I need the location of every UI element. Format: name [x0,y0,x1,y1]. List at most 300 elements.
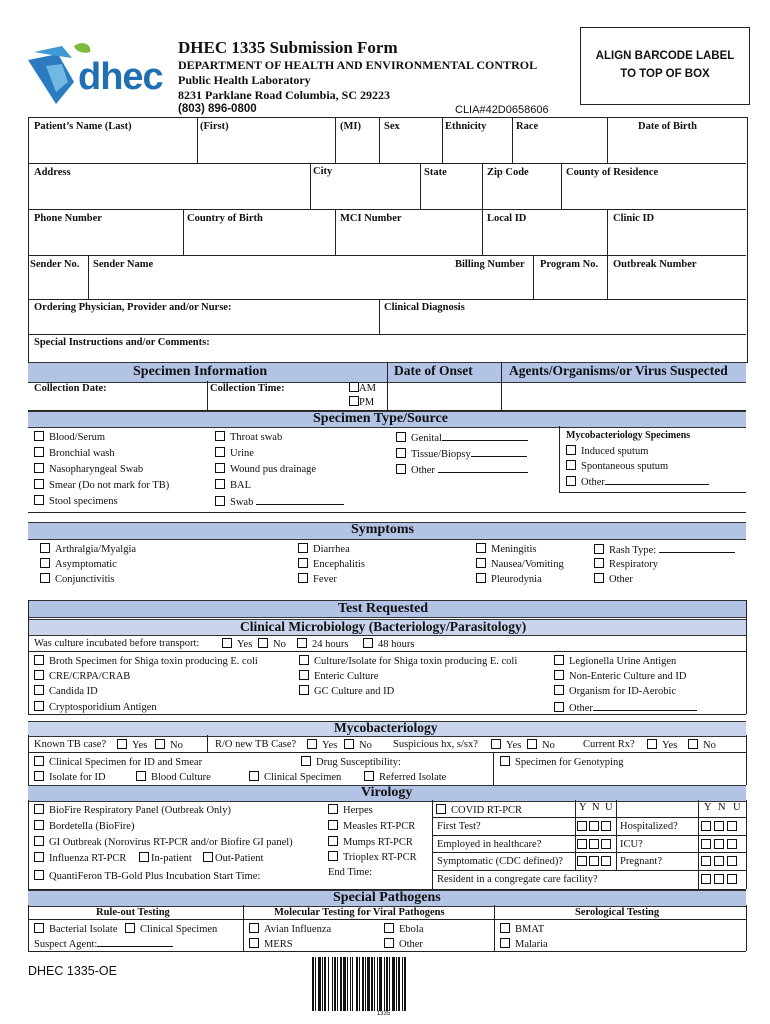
checkbox-u-icon [601,821,611,831]
spec-urine[interactable] [215,447,254,459]
vir-quantiferon[interactable] [34,870,260,882]
q6-ynu[interactable] [701,839,737,851]
checkbox-icon [34,820,44,830]
option-label: Encephalitis [313,559,365,570]
checkbox-icon [299,685,309,695]
test-candida[interactable] [34,685,98,697]
dhec-logo [28,42,176,106]
myco-title: Mycobacteriology [334,720,438,735]
option-label: Yes [237,639,253,650]
option-label: Referred Isolate [379,772,447,783]
option-label: Spontaneous sputum [581,461,669,472]
path-mers[interactable] [249,938,293,950]
specimen-type-title: Specimen Type/Source [313,411,448,426]
option-label: No [170,740,183,751]
label-state: State [424,167,447,178]
barcode-note-2: TO TOP OF BOX [620,68,710,80]
option-label: Respiratory [609,559,658,570]
test-non-enteric[interactable] [554,670,687,682]
test-culture-shiga[interactable] [299,655,517,667]
option-label: Measles RT-PCR [343,821,416,832]
checkbox-icon [594,544,604,554]
path-malaria[interactable] [500,938,548,950]
spec-smear[interactable] [34,479,169,491]
label-billing: Billing Number [455,259,525,270]
spec-bal[interactable] [215,479,251,491]
option-label: QuantiFeron TB-Gold Plus Incubation Start Time: [49,871,261,882]
label-program: Program No. [540,259,599,270]
checkbox-icon [500,938,510,948]
test-gc[interactable] [299,685,394,697]
option-label: Yes [322,740,338,751]
specimen-info-title: Specimen Information [133,364,268,379]
checkbox-icon [203,852,213,862]
checkbox-icon [436,804,446,814]
option-label: Clinical Specimen [264,772,342,783]
checkbox-icon [328,836,338,846]
checkbox-icon [299,670,309,680]
option-label: Trioplex RT-PCR [343,852,417,863]
spec-swab[interactable] [215,495,344,508]
checkbox-icon [349,382,359,392]
option-label: Genital [411,433,442,444]
collection-time-label: Collection Time: [210,383,285,394]
checkbox-icon [344,739,354,749]
checkbox-icon [476,543,486,553]
option-label: Enteric Culture [314,671,379,682]
label-sender-no: Sender No. [30,259,80,270]
checkbox-icon [566,476,576,486]
q2-ynu[interactable] [577,839,613,851]
known-tb-no[interactable] [155,739,183,751]
option-label: Other [609,574,633,585]
checkbox-y-icon [701,821,711,831]
checkbox-icon [215,496,225,506]
molecular-label: Molecular Testing for Viral Pathogens [274,907,445,918]
test-enteric[interactable] [299,670,378,682]
checkbox-icon [554,670,564,680]
label-mci: MCI Number [340,213,402,224]
option-label: Tissue/Biopsy [411,449,471,460]
spec-stool[interactable] [34,495,118,507]
checkbox-icon [594,573,604,583]
barcode-label-box [580,27,750,105]
checkbox-icon [215,479,225,489]
barcode-note-1: ALIGN BARCODE LABEL [595,50,735,62]
test-requested-title: Test Requested [338,601,429,616]
option-label: Bronchial wash [49,448,115,459]
test-other[interactable] [554,701,697,714]
symptoms-title: Symptoms [351,522,415,537]
option-label: 24 hours [312,639,349,650]
vir-herpes[interactable] [328,804,373,816]
option-label: Pleurodynia [491,574,542,585]
current-rx-yes[interactable] [647,739,677,751]
checkbox-u-icon [727,874,737,884]
symptom-pleurodynia[interactable] [476,573,542,585]
checkbox-u-icon [727,839,737,849]
checkbox-icon [34,447,44,457]
checkbox-icon [527,739,537,749]
label-address: Address [34,167,71,178]
checkbox-icon [566,460,576,470]
myco-ref-isolate[interactable] [364,771,446,783]
option-label: Conjunctivitis [55,574,115,585]
option-label: Stool specimens [49,496,118,507]
checkbox-icon [554,655,564,665]
end-time-label: End Time: [328,867,373,878]
checkbox-icon [34,670,44,680]
vir-influenza[interactable] [34,852,126,864]
checkbox-icon [258,638,268,648]
q7-ynu[interactable] [701,856,737,868]
symptom-rash[interactable] [594,543,735,556]
suspicious-yes[interactable] [491,739,521,751]
checkbox-icon [384,938,394,948]
option-label: Herpes [343,805,373,816]
spec-other[interactable] [396,463,528,476]
date-of-onset-label: Date of Onset [394,363,473,378]
vir-biofire[interactable] [34,804,231,816]
ruleout-label: Rule-out Testing [96,907,170,918]
option-label: Legionella Urine Antigen [569,656,677,667]
checkbox-icon [34,771,44,781]
checkbox-icon [40,543,50,553]
q3-ynu[interactable] [577,856,613,868]
patient-grid [28,117,748,363]
checkbox-n-icon [589,856,599,866]
label-country: Country of Birth [187,213,263,224]
myco-blood[interactable] [136,771,211,783]
path-ebola[interactable] [384,923,424,935]
am-label: AM [359,383,376,394]
checkbox-icon [125,923,135,933]
label-diagnosis: Clinical Diagnosis [384,302,465,313]
label-sender-name: Sender Name [93,259,154,270]
checkbox-n-icon [714,874,724,884]
lab-phone: (803) 896-0800 [178,103,257,115]
option-label: 48 hours [378,639,415,650]
option-label: Non-Enteric Culture and ID [569,671,687,682]
q-icu: ICU? [620,839,643,850]
option-label: Blood Culture [151,772,211,783]
vir-outpatient[interactable] [203,852,263,864]
option-label: COVID RT-PCR [451,805,523,816]
yn-header-y2: Y [704,802,712,813]
path-other[interactable] [384,938,423,950]
yn-header-u: U [605,802,613,813]
test-legionella[interactable] [554,655,676,667]
label-physician: Ordering Physician, Provider and/or Nurse: [34,302,232,313]
logo-text: dhec [78,56,163,98]
vir-measles[interactable] [328,820,415,832]
path-bmat[interactable] [500,923,544,935]
option-label: GI Outbreak (Norovirus RT-PCR and/or Biofire GI panel) [49,837,293,848]
checkbox-y-icon [577,821,587,831]
myco-clin-spec[interactable] [249,771,341,783]
checkbox-icon [34,852,44,862]
checkbox-icon [328,804,338,814]
path-bacterial[interactable] [34,923,118,935]
checkbox-n-icon [589,839,599,849]
symptom-encephalitis[interactable] [298,558,365,570]
option-label: CRE/CRPA/CRAB [49,671,131,682]
path-avian[interactable] [249,923,331,935]
checkbox-icon [34,495,44,505]
checkbox-icon [34,923,44,933]
pm-option[interactable] [349,396,374,408]
option-label: Yes [662,740,678,751]
checkbox-icon [476,558,486,568]
checkbox-icon [249,771,259,781]
vir-inpatient[interactable] [139,852,192,864]
label-dob: Date of Birth [638,121,697,132]
label-ethnicity: Ethnicity [445,121,487,132]
checkbox-icon [594,558,604,568]
symptom-diarrhea[interactable] [298,543,350,555]
spec-nasopharyngeal[interactable] [34,463,143,475]
checkbox-icon [222,638,232,648]
option-label: Broth Specimen for Shiga toxin producing E. coli [49,656,258,667]
option-label: In-patient [151,853,192,864]
agents-label: Agents/Organisms/or Virus Suspected [509,363,728,378]
label-clinic-id: Clinic ID [613,213,655,224]
checkbox-y-icon [701,874,711,884]
test-cre[interactable] [34,670,130,682]
test-broth-shiga[interactable] [34,655,258,667]
checkbox-icon [215,431,225,441]
option-label: No [703,740,716,751]
checkbox-icon [34,463,44,473]
incubated-yes[interactable] [222,638,252,650]
myco-isolate[interactable] [34,771,106,783]
checkbox-icon [363,638,373,648]
checkbox-icon [34,431,44,441]
checkbox-icon [349,396,359,406]
suspicious-label: Suspicious hx, s/sx? [393,739,478,750]
option-label: Isolate for ID [49,772,106,783]
path-suspect-agent[interactable] [34,937,173,950]
symptom-nausea[interactable] [476,558,564,570]
current-rx-no[interactable] [688,739,716,751]
myco-genotyping[interactable] [500,756,623,768]
label-instructions: Special Instructions and/or Comments: [34,337,210,348]
option-label: Fever [313,574,337,585]
checkbox-y-icon [577,856,587,866]
clinical-micro-title: Clinical Microbiology (Bacteriology/Parasitology) [240,619,527,634]
myco-spontaneous[interactable] [566,460,668,472]
option-label: Smear (Do not mark for TB) [49,480,170,491]
q-congregate: Resident in a congregate care facility? [437,874,598,885]
label-county: County of Residence [566,167,659,178]
checkbox-y-icon [701,839,711,849]
checkbox-icon [215,463,225,473]
option-label: Out-Patient [215,853,264,864]
barcode [312,957,455,1011]
test-aerobic[interactable] [554,685,676,697]
known-tb-label: Known TB case? [34,739,107,750]
checkbox-n-icon [714,821,724,831]
label-first: (First) [200,121,229,132]
spec-blood[interactable] [34,431,105,443]
option-label: No [542,740,555,751]
option-label: BioFire Respiratory Panel (Outbreak Only) [49,805,231,816]
checkbox-icon [155,739,165,749]
myco-induced[interactable] [566,445,648,457]
checkbox-u-icon [601,856,611,866]
checkbox-icon [136,771,146,781]
yn-header-n: N [592,802,600,813]
option-label: Yes [506,740,522,751]
checkbox-icon [249,938,259,948]
checkbox-u-icon [727,856,737,866]
q-employed: Employed in healthcare? [437,839,542,850]
yn-header-y: Y [579,802,587,813]
checkbox-icon [396,432,406,442]
checkbox-icon [554,685,564,695]
option-label: Other [569,703,593,714]
known-tb-yes[interactable] [117,739,147,751]
checkbox-icon [34,479,44,489]
option-label: Avian Influenza [264,924,332,935]
test-crypto[interactable] [34,701,157,713]
spec-wound[interactable] [215,463,316,475]
label-sex: Sex [384,121,400,132]
option-label: Bordetella (BioFire) [49,821,135,832]
checkbox-icon [297,638,307,648]
checkbox-icon [34,756,44,766]
checkbox-u-icon [727,821,737,831]
symptom-meningitis[interactable] [476,543,537,555]
incubated-24h[interactable] [297,638,348,650]
spec-bronchial[interactable] [34,447,115,459]
ro-tb-yes[interactable] [307,739,337,751]
label-city: City [313,166,333,177]
q4-ynu[interactable] [701,874,737,886]
myco-other[interactable] [566,475,709,488]
q5-ynu[interactable] [701,821,737,833]
symptom-respiratory[interactable] [594,558,658,570]
checkbox-icon [566,445,576,455]
special-pathogens-title: Special Pathogens [333,890,441,905]
symptom-conjunctivitis[interactable] [40,573,115,585]
label-race: Race [516,121,539,132]
option-label: Clinical Specimen [140,924,218,935]
option-label: Organism for ID-Aerobic [569,686,677,697]
checkbox-icon [328,820,338,830]
lab-address: 8231 Parklane Road Columbia, SC 29223 [178,88,391,102]
vir-mumps[interactable] [328,836,413,848]
label-local-id: Local ID [487,213,527,224]
vir-trioplex[interactable] [328,851,417,863]
am-option[interactable] [349,382,376,394]
checkbox-icon [647,739,657,749]
checkbox-icon [364,771,374,781]
checkbox-icon [117,739,127,749]
spec-genital[interactable] [396,431,528,444]
myco-drug[interactable] [301,756,401,768]
pm-label: PM [359,397,375,408]
checkbox-icon [500,923,510,933]
symptom-fever[interactable] [298,573,337,585]
checkbox-icon [34,804,44,814]
symptom-arthralgia[interactable] [40,543,136,555]
option-label: Other [581,477,605,488]
option-label: Culture/Isolate for Shiga toxin producing E. coli [314,656,518,667]
option-label: GC Culture and ID [314,686,395,697]
spec-tissue[interactable] [396,447,527,460]
spec-throat[interactable] [215,431,282,443]
incubated-question: Was culture incubated before transport: [34,638,200,649]
checkbox-y-icon [577,839,587,849]
checkbox-icon [298,573,308,583]
option-label: Asymptomatic [55,559,117,570]
checkbox-icon [688,739,698,749]
form-code: DHEC 1335-OE [28,964,117,978]
incubated-48h[interactable] [363,638,414,650]
vir-bordetella[interactable] [34,820,134,832]
current-rx-label: Current Rx? [583,739,635,750]
option-label: Swab [230,497,254,508]
option-label: Arthralgia/Myalgia [55,544,137,555]
checkbox-icon [328,851,338,861]
option-label: Malaria [515,939,548,950]
q-first-test: First Test? [437,821,481,832]
symptom-asymptomatic[interactable] [40,558,117,570]
q-pregnant: Pregnant? [620,856,662,867]
checkbox-icon [554,702,564,712]
option-label: Mumps RT-PCR [343,837,413,848]
checkbox-icon [307,739,317,749]
label-outbreak: Outbreak Number [613,259,697,270]
vir-gi-outbreak[interactable] [34,836,293,848]
option-label: Ebola [399,924,424,935]
vir-covid[interactable] [436,804,522,816]
checkbox-icon [249,923,259,933]
checkbox-icon [34,685,44,695]
option-label: Influenza RT-PCR [49,853,127,864]
q-symptomatic: Symptomatic (CDC defined)? [437,856,563,867]
checkbox-n-icon [589,821,599,831]
option-label: Diarrhea [313,544,350,555]
ro-tb-no[interactable] [344,739,372,751]
option-label: Meningitis [491,544,537,555]
option-label: BMAT [515,924,545,935]
incubated-no[interactable] [258,638,286,650]
label-patient-last: Patient’s Name (Last) [34,121,132,132]
clia-number: CLIA#42D0658606 [455,104,549,116]
q1-ynu[interactable] [577,821,613,833]
path-clin-spec[interactable] [125,923,217,935]
checkbox-icon [384,923,394,933]
option-label: Blood/Serum [49,432,106,443]
option-label: Clinical Specimen for ID and Smear [49,757,203,768]
suspicious-no[interactable] [527,739,555,751]
symptom-other[interactable] [594,573,633,585]
myco-id-smear[interactable] [34,756,202,768]
checkbox-icon [491,739,501,749]
option-label: Other [411,465,435,476]
option-label: No [359,740,372,751]
department: DEPARTMENT OF HEALTH AND ENVIRONMENTAL CONTROL [178,58,538,72]
checkbox-y-icon [701,856,711,866]
form-title: DHEC 1335 Submission Form [178,38,398,57]
option-label: No [273,639,286,650]
myco-specimens-title: Mycobacteriology Specimens [566,430,691,441]
option-label: BAL [230,480,251,491]
barcode-number: 1335 [376,1011,391,1017]
option-label: Drug Susceptibility: [316,757,401,768]
